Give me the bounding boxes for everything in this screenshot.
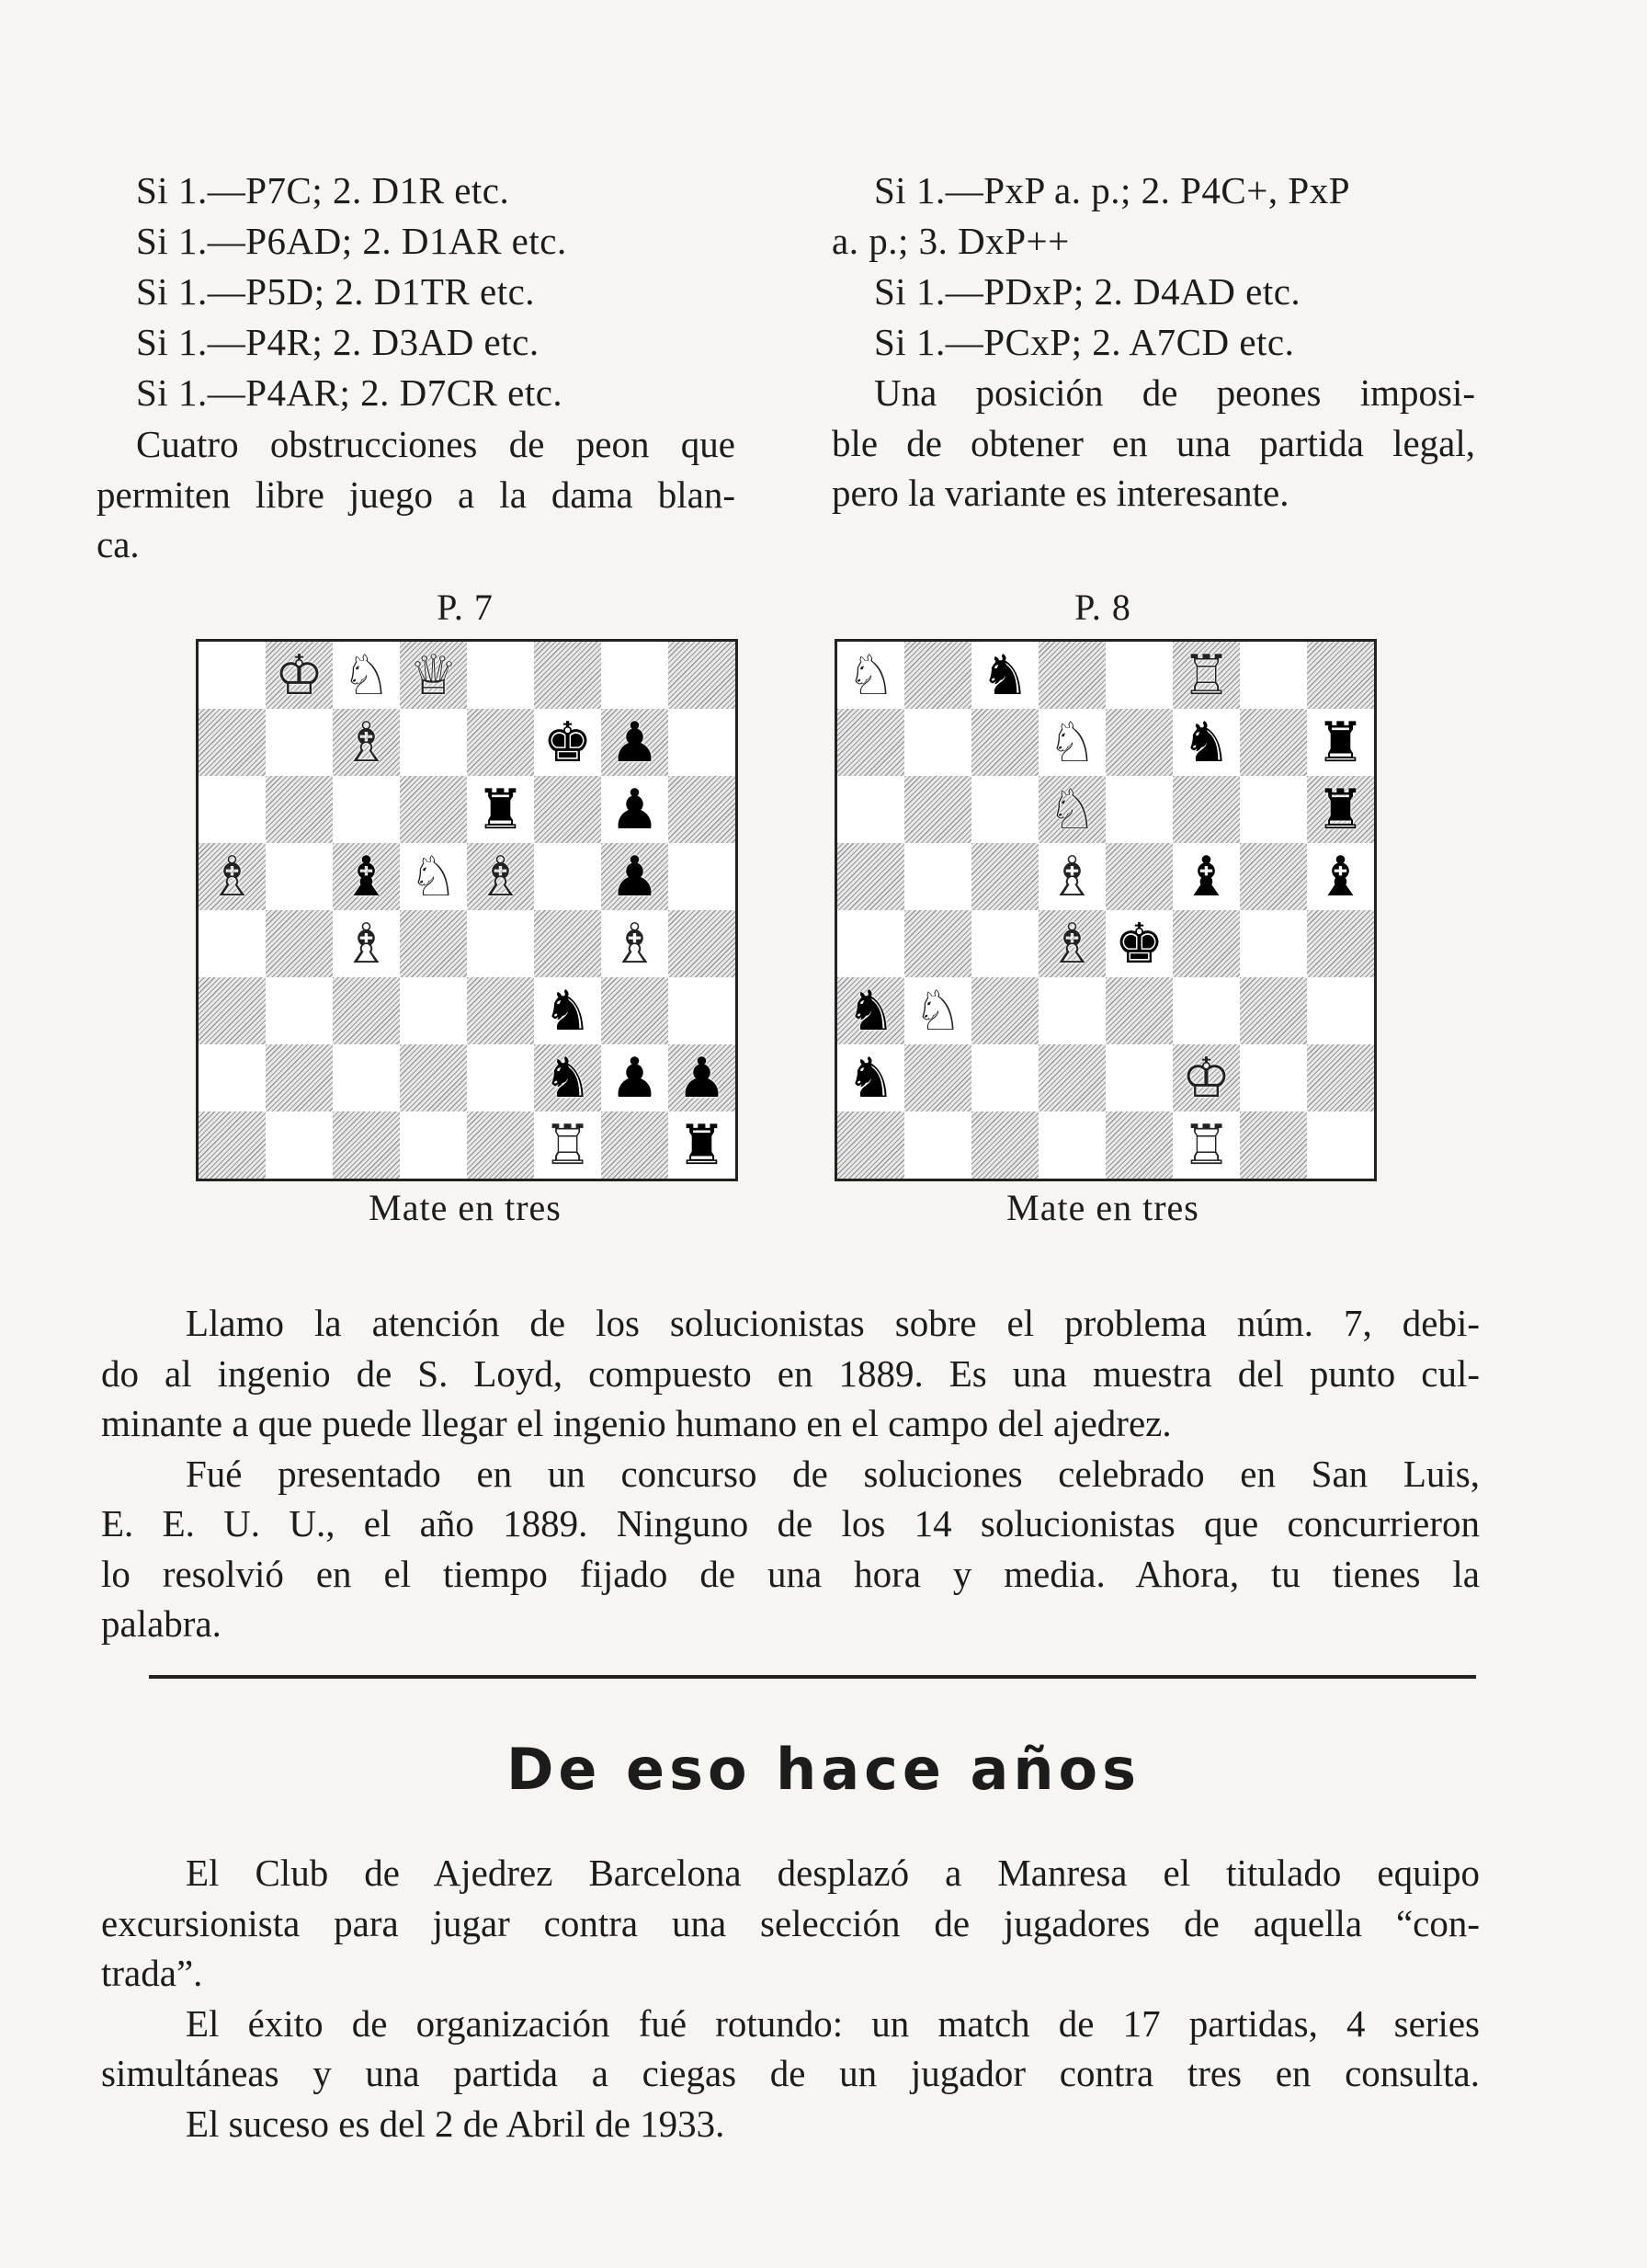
board-square [1307,843,1374,910]
board-square [971,843,1039,910]
right-note-line: pero la variante es interesante. [832,472,1289,514]
board-square [333,1111,400,1179]
white-rook-icon: ♖ [1181,1112,1232,1178]
board-square [199,776,266,843]
board-square [1307,642,1374,709]
board-square [467,642,534,709]
left-solution-line: Si 1.—P4R; 2. D3AD etc. [136,321,540,363]
board-square [333,776,400,843]
board-square [971,977,1039,1044]
chess-diagram-p8 [835,639,1377,1181]
board-square [199,1111,266,1179]
board-square [1039,709,1106,776]
white-bishop-icon: ♗ [475,844,526,909]
board-square [668,1111,735,1179]
white-bishop-icon: ♗ [1047,844,1097,909]
board-square [837,709,904,776]
board-square [1173,776,1240,843]
board-square [1039,1111,1106,1179]
board-square [400,642,467,709]
board-square [1106,1111,1173,1179]
right-note-paragraph [832,368,1475,519]
board-square [904,709,971,776]
right-solution-line: Si 1.—PDxP; 2. D4AD etc. [874,270,1301,313]
black-pawn-icon: ♟ [609,844,660,909]
commentary-line: E. E. U. U., el año 1889. Ninguno de los 14 solucionistas que concurrieron [101,1502,1480,1544]
board-square [601,776,668,843]
left-note-paragraph [97,419,735,570]
board-square [837,776,904,843]
section-line: El Club de Ajedrez Barcelona desplazó a Manresa el titulado equipo [186,1852,1480,1894]
board-square [904,1111,971,1179]
board-square [601,1044,668,1111]
left-note-line: ca. [97,523,140,565]
board-square [266,1044,333,1111]
diagram-label: P. 7 [437,587,494,628]
board-square [668,642,735,709]
board-square [400,843,467,910]
commentary-line: palabra. [101,1602,221,1645]
white-bishop-icon: ♗ [1047,911,1097,976]
white-knight-icon: ♘ [341,643,392,708]
left-note-line: Cuatro obstrucciones de peon que [136,423,735,465]
black-bishop-icon: ♝ [1181,844,1232,909]
board-square [904,910,971,977]
board-square [266,977,333,1044]
board-square [837,642,904,709]
white-knight-icon: ♘ [1047,777,1097,842]
white-knight-icon: ♘ [913,978,963,1043]
board-square [1307,977,1374,1044]
left-solution-line: Si 1.—P5D; 2. D1TR etc. [136,270,536,313]
board-square [199,642,266,709]
board-square [400,977,467,1044]
board-square [1039,977,1106,1044]
board-square [534,642,601,709]
board-square [199,843,266,910]
board-square [1173,977,1240,1044]
board-square [266,1111,333,1179]
board-square [1307,1044,1374,1111]
board-square [1240,776,1307,843]
board-square [1173,1044,1240,1111]
board-square [266,776,333,843]
board-square [1173,709,1240,776]
right-solution-line: Si 1.—PxP a. p.; 2. P4C+, PxP [874,169,1350,211]
board-square [1106,977,1173,1044]
board-square [1106,1044,1173,1111]
black-pawn-icon: ♟ [609,777,660,842]
board-square [668,709,735,776]
board-square [668,1044,735,1111]
white-rook-icon: ♖ [1181,643,1232,708]
section-line: trada”. [101,1952,203,1994]
board-square [1240,843,1307,910]
black-king-icon: ♚ [542,710,593,775]
board-square [534,977,601,1044]
board-square [1173,843,1240,910]
black-knight-icon: ♞ [1181,710,1232,775]
board-square [837,910,904,977]
board-square [1173,642,1240,709]
board-square [1106,776,1173,843]
board-square [1173,910,1240,977]
left-note-line: permiten libre juego a la dama blan- [97,473,735,516]
board-square [400,709,467,776]
board-square [837,1044,904,1111]
section-divider [149,1675,1476,1679]
black-knight-icon: ♞ [846,1045,896,1111]
black-rook-icon: ♜ [1315,777,1366,842]
board-square [534,776,601,843]
black-knight-icon: ♞ [542,1045,593,1111]
black-bishop-icon: ♝ [1315,844,1366,909]
board-square [601,642,668,709]
white-knight-icon: ♘ [1047,710,1097,775]
commentary-line: minante a que puede llegar el ingenio humano en el campo del ajedrez. [101,1402,1172,1444]
board-square [904,843,971,910]
board-square [467,910,534,977]
board-square [1307,910,1374,977]
chess-diagram-p7 [196,639,738,1181]
black-knight-icon: ♞ [980,643,1030,708]
black-rook-icon: ♜ [676,1112,727,1178]
board-square [1039,642,1106,709]
white-bishop-icon: ♗ [341,710,392,775]
left-solution-line: Si 1.—P6AD; 2. D1AR etc. [136,220,567,262]
black-bishop-icon: ♝ [341,844,392,909]
board-square [837,1111,904,1179]
board-square [668,776,735,843]
board-square [971,1111,1039,1179]
board-square [400,1111,467,1179]
board-square [400,910,467,977]
right-note-line: ble de obtener en una partida legal, [832,421,1475,464]
board-square [1106,642,1173,709]
board-square [1106,843,1173,910]
board-square [467,709,534,776]
section-line: El suceso es del 2 de Abril de 1933. [186,2102,725,2145]
board-square [904,977,971,1044]
diagram-caption: Mate en tres [1006,1187,1199,1228]
black-pawn-icon: ♟ [676,1045,727,1111]
board-square [601,843,668,910]
board-square [333,709,400,776]
board-square [467,1111,534,1179]
board-square [333,977,400,1044]
white-knight-icon: ♘ [408,844,459,909]
white-knight-icon: ♘ [846,643,896,708]
board-square [971,910,1039,977]
board-square [1173,1111,1240,1179]
board-square [904,776,971,843]
white-bishop-icon: ♗ [609,911,660,976]
board-square [971,1044,1039,1111]
board-square [971,709,1039,776]
board-square [668,843,735,910]
board-square [1307,709,1374,776]
board-square [1039,1044,1106,1111]
board-square [333,642,400,709]
board-square [601,977,668,1044]
board-square [467,977,534,1044]
board-square [534,843,601,910]
board-square [534,1044,601,1111]
black-rook-icon: ♜ [475,777,526,842]
board-square [1039,843,1106,910]
board-square [1039,776,1106,843]
board-square [333,1044,400,1111]
board-square [1307,1111,1374,1179]
black-knight-icon: ♞ [542,978,593,1043]
right-solution-line: a. p.; 3. DxP++ [832,220,1070,262]
board-square [199,977,266,1044]
board-square [534,709,601,776]
board-square [400,776,467,843]
commentary-line: do al ingenio de S. Loyd, compuesto en 1889. Es una muestra del punto cul- [101,1351,1480,1395]
black-rook-icon: ♜ [1315,710,1366,775]
commentary-line: Llamo la atención de los solucionistas sobre el problema núm. 7, debi- [186,1302,1480,1344]
commentary-line: lo resolvió en el tiempo fijado de una hora y media. Ahora, tu tienes la [101,1552,1480,1595]
board-square [904,642,971,709]
board-square [1240,1111,1307,1179]
board-square [400,1044,467,1111]
black-king-icon: ♚ [1114,911,1164,976]
right-solution-line: Si 1.—PCxP; 2. A7CD etc. [874,321,1295,363]
board-square [971,642,1039,709]
board-square [199,1044,266,1111]
board-square [266,709,333,776]
left-solution-line: Si 1.—P7C; 2. D1R etc. [136,169,510,211]
board-square [266,642,333,709]
board-square [534,1111,601,1179]
left-solution-line: Si 1.—P4AR; 2. D7CR etc. [136,371,563,414]
section-line: simultáneas y una partida a ciegas de un jugador contra tres en consulta. [101,2052,1480,2094]
board-square [668,910,735,977]
board-square [601,709,668,776]
board-square [601,1111,668,1179]
diagram-caption: Mate en tres [369,1187,562,1228]
board-square [1307,776,1374,843]
board-square [199,910,266,977]
board-square [534,910,601,977]
section-line: excursionista para jugar contra una selección de jugadores de aquella “con- [101,1901,1480,1944]
board-square [1240,1044,1307,1111]
board-square [971,776,1039,843]
board-square [1240,910,1307,977]
black-knight-icon: ♞ [846,978,896,1043]
commentary-line: Fué presentado en un concurso de soluciones celebrado en San Luis, [186,1452,1480,1495]
section-body [101,1848,1480,2148]
section-line: El éxito de organización fué rotundo: un match de 17 partidas, 4 series [186,2001,1480,2045]
section-title: De eso hace años [505,1736,1142,1803]
black-pawn-icon: ♟ [609,710,660,775]
board-square [1106,910,1173,977]
white-bishop-icon: ♗ [207,844,257,909]
board-square [1240,642,1307,709]
board-square [837,977,904,1044]
right-note-line: Una posición de peones imposi- [874,371,1475,414]
board-square [467,776,534,843]
board-square [904,1044,971,1111]
board-square [333,843,400,910]
board-square [601,910,668,977]
board-square [467,1044,534,1111]
white-king-icon: ♔ [274,643,324,708]
diagram-label: P. 8 [1074,587,1131,628]
board-square [333,910,400,977]
white-bishop-icon: ♗ [341,911,392,976]
board-square [266,910,333,977]
white-king-icon: ♔ [1181,1045,1232,1111]
white-queen-icon: ♕ [408,643,459,708]
board-square [199,709,266,776]
board-square [668,977,735,1044]
board-square [1240,977,1307,1044]
board-square [266,843,333,910]
commentary-paragraph [101,1298,1480,1649]
white-rook-icon: ♖ [542,1112,593,1178]
board-square [467,843,534,910]
board-square [837,843,904,910]
black-pawn-icon: ♟ [609,1045,660,1111]
board-square [1106,709,1173,776]
board-square [1240,709,1307,776]
board-square [1039,910,1106,977]
